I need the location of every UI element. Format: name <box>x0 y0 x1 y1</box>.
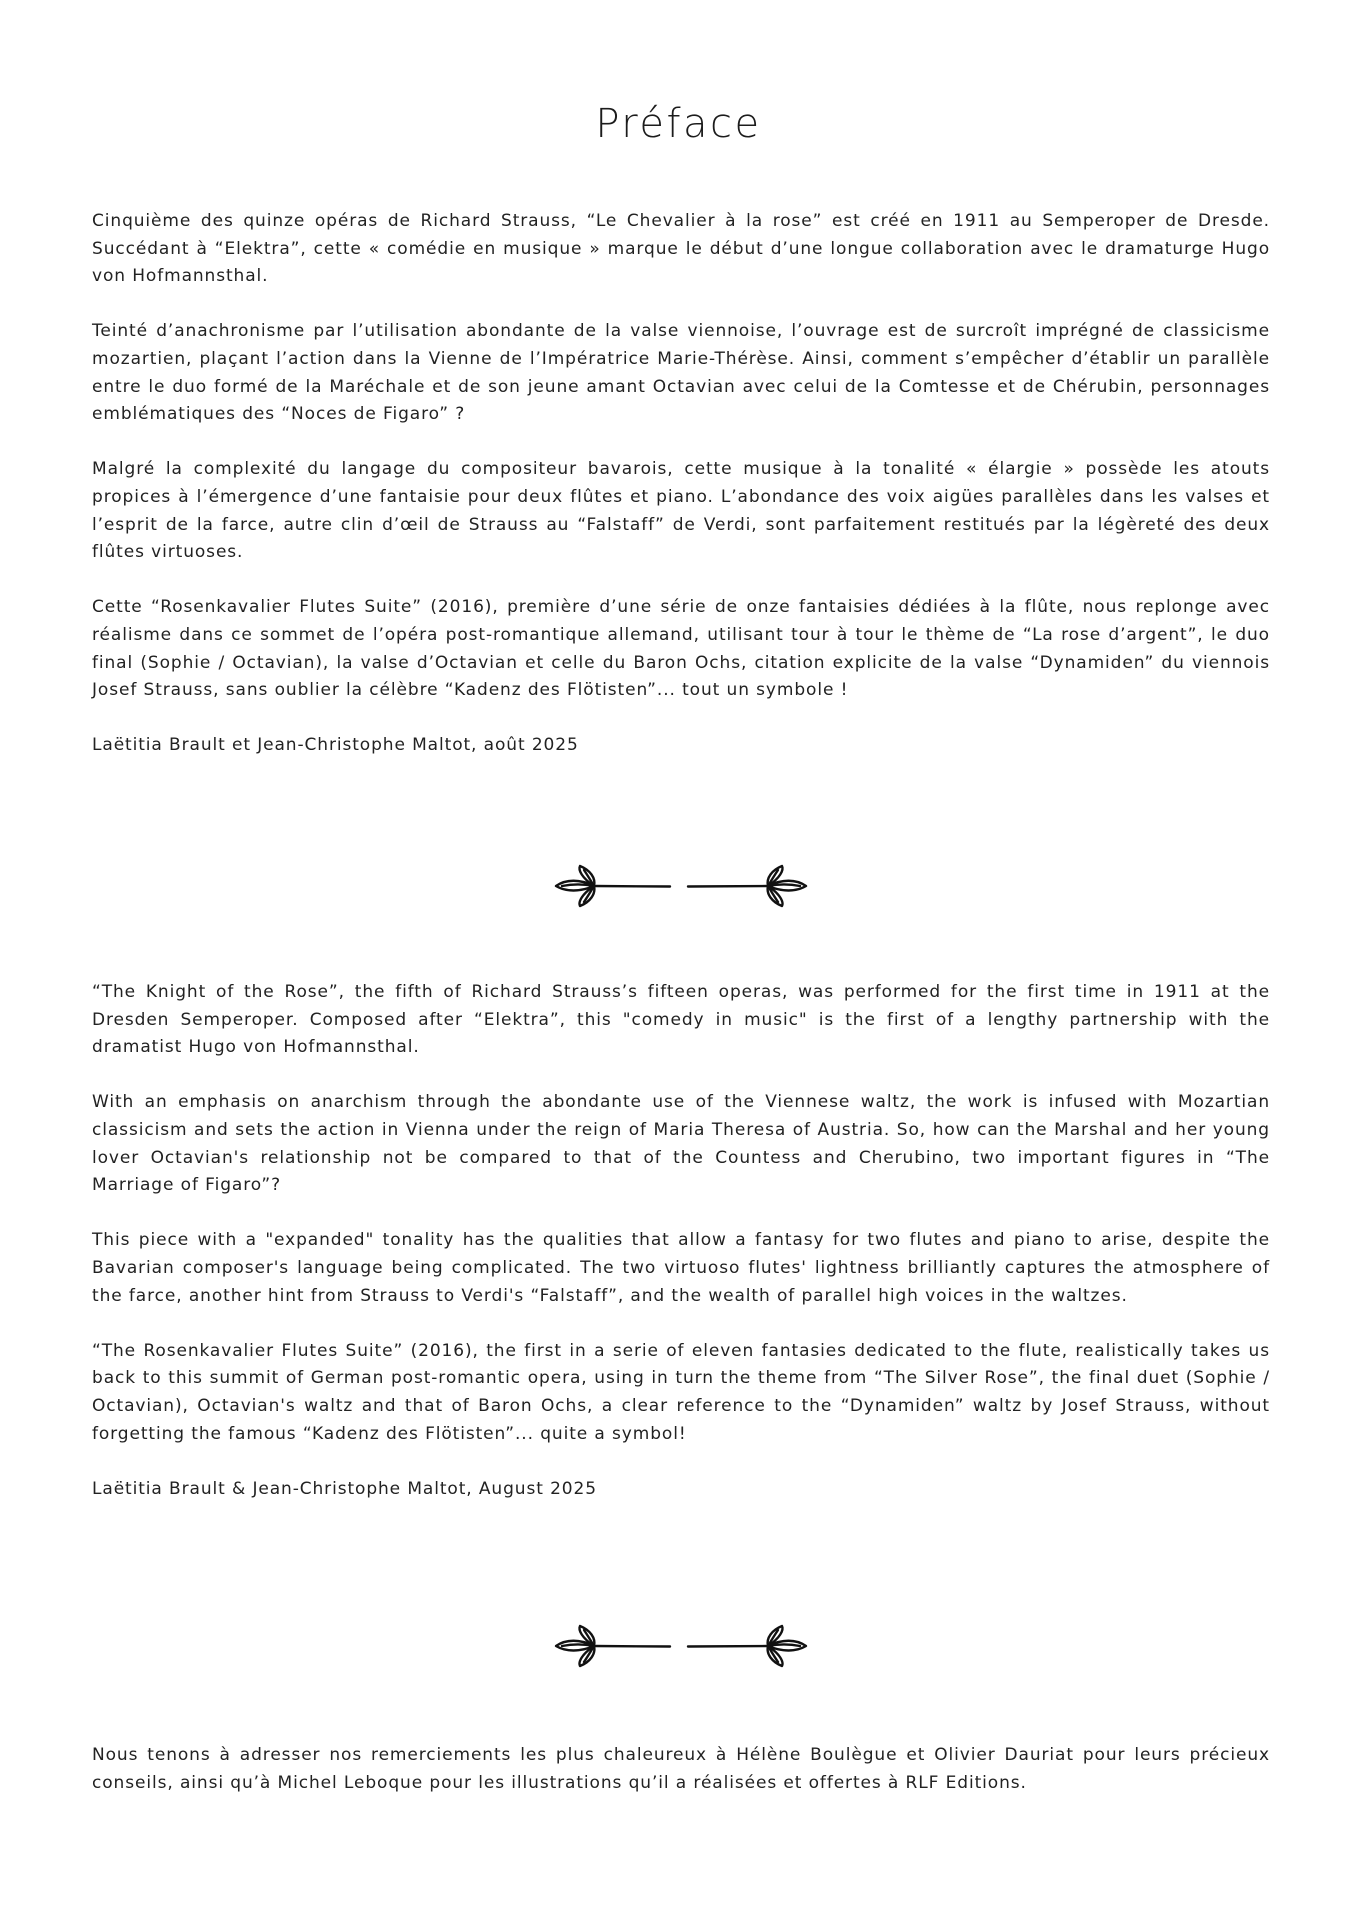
acknowledgements <box>92 1742 1270 1797</box>
french-paragraph-3: Malgré la complexité du langage du compositeur bavarois, cette musique à la tonalité « élargie » possède les atouts propices à l’émergence d’une fantaisie pour deux flûtes et piano. L’abondance des voix aigües parallèles dans les valses et l’esprit de la farce, autre clin d’œil de Strauss au “Falstaff” de Verdi, sont parfaitement restitués par la légèreté des deux flûtes virtuoses. <box>92 459 1270 563</box>
french-signature: Laëtitia Brault et Jean-Christophe Maltot, août 2025 <box>92 735 579 756</box>
english-paragraph-1: “The Knight of the Rose”, the fifth of Richard Strauss’s fifteen operas, was performed for the first time in 1911 at the Dresden Semperoper. Composed after “Elektra”, this "comedy in music" is the first of a lengthy partnership with the dramatist Hugo von Hofmannsthal. <box>92 982 1270 1058</box>
page-title: Préface <box>595 101 762 147</box>
english-signature: Laëtitia Brault & Jean-Christophe Maltot, August 2025 <box>92 1478 597 1499</box>
french-preface <box>92 208 1270 760</box>
english-preface <box>92 979 1270 1503</box>
leaf-arrow-divider-icon <box>554 1624 808 1668</box>
french-paragraph-2: Teinté d’anachronisme par l’utilisation abondante de la valse viennoise, l’ouvrage est de surcroît imprégné de classicisme mozartien, plaçant l’action dans la Vienne de l’Impératrice Marie-Thérèse. Ainsi, comment s’empêcher d’établir un parallèle entre le duo formé de la Maréchale et de son jeune amant Octavian avec celui de la Comtesse et de Chérubin, personnages emblématiques des “Noces de Figaro” ? <box>92 321 1270 425</box>
leaf-arrow-divider-icon <box>554 864 808 908</box>
english-paragraph-4: “The Rosenkavalier Flutes Suite” (2016), the first in a serie of eleven fantasies dedicated to the flute, realistically takes us back to this summit of German post-romantic opera, using in turn the theme from “The Silver Rose”, the final duet (Sophie / Octavian), Octavian's waltz and that of Baron Ochs, a clear reference to the “Dynamiden” waltz by Josef Strauss, without forgetting the famous “Kadenz des Flötisten”... quite a symbol! <box>92 1340 1270 1444</box>
acknowledgements-text: Nous tenons à adresser nos remerciements les plus chaleureux à Hélène Boulègue et Olivier Dauriat pour leurs précieux conseils, ainsi qu’à Michel Leboque pour les illustrations qu’il a réalisées et offertes à RLF Editions. <box>92 1745 1270 1793</box>
english-paragraph-3: This piece with a "expanded" tonality has the qualities that allow a fantasy for two flutes and piano to arise, despite the Bavarian composer's language being complicated. The two virtuoso flutes' lightness brilliantly captures the atmosphere of the farce, another hint from Strauss to Verdi's “Falstaff”, and the wealth of parallel high voices in the waltzes. <box>92 1230 1270 1306</box>
french-paragraph-1: Cinquième des quinze opéras de Richard Strauss, “Le Chevalier à la rose” est créé en 1911 au Semperoper de Dresde. Succédant à “Elektra”, cette « comédie en musique » marque le début d’une longue collaboration avec le dramaturge Hugo von Hofmannsthal. <box>92 211 1270 287</box>
french-paragraph-4: Cette “Rosenkavalier Flutes Suite” (2016), première d’une série de onze fantaisies dédiées à la flûte, nous replonge avec réalisme dans ce sommet de l’opéra post-romantique allemand, utilisant tour à tour le thème de “La rose d’argent”, le duo final (Sophie / Octavian), la valse d’Octavian et celle du Baron Ochs, citation explicite de la valse “Dynamiden” du viennois Josef Strauss, sans oublier la célèbre “Kadenz des Flötisten”... tout un symbole ! <box>92 597 1270 701</box>
english-paragraph-2: With an emphasis on anarchism through the abondante use of the Viennese waltz, the work is infused with Mozartian classicism and sets the action in Vienna under the reign of Maria Theresa of Austria. So, how can the Marshal and her young lover Octavian's relationship not be compared to that of the Countess and Cherubino, two important figures in “The Marriage of Figaro”? <box>92 1092 1270 1196</box>
